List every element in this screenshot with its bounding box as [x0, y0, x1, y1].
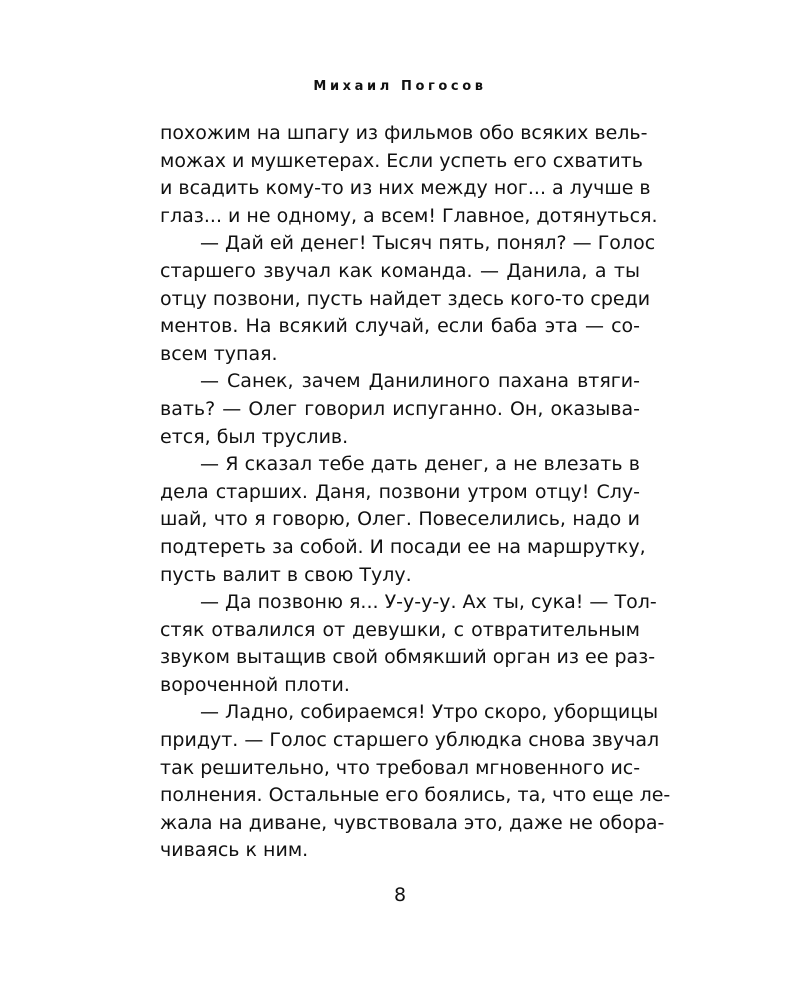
text-line: стяк отвалился от девушки, с отвратительным	[160, 618, 640, 641]
text-line: — Да позвоню я... У-у-у-у. Ах ты, сука! — Тол-	[200, 591, 657, 614]
text-line: звуком вытащив свой обмякший орган из ее раз-	[160, 646, 656, 669]
page-number: 8	[393, 884, 407, 906]
text-line: ется, был труслив.	[160, 425, 349, 448]
text-line: — Ладно, собираемся! Утро скоро, уборщицы	[200, 701, 659, 724]
text-line: подтереть за собой. И посади ее на маршрутку,	[160, 535, 646, 558]
text-line: и всадить кому-то из них между ног... а лучше в	[160, 177, 651, 200]
text-line: чиваясь к ним.	[160, 839, 309, 862]
text-line: — Санек, зачем Данилиного пахана втяги-	[200, 370, 640, 393]
body-text	[160, 120, 671, 865]
text-line: глаз... и не одному, а всем! Главное, дотянуться.	[160, 204, 658, 227]
text-line: ментов. На всякий случай, если баба эта — со-	[160, 315, 640, 338]
text-line: жала на диване, чувствовала это, даже не обора-	[160, 811, 665, 834]
text-line: — Дай ей денег! Тысяч пять, понял? — Голос	[200, 232, 656, 255]
text-line: можах и мушкетерах. Если успеть его схватить	[160, 149, 643, 172]
text-line: вороченной плоти.	[160, 673, 350, 696]
text-line: отцу позвони, пусть найдет здесь кого-то среди	[160, 287, 651, 310]
text-line: придут. — Голос старшего ублюдка снова звучал	[160, 729, 660, 752]
text-line: дела старших. Даня, позвони утром отцу! Слу-	[160, 480, 640, 503]
text-line: старшего звучал как команда. — Данила, а ты	[160, 259, 640, 282]
text-line: полнения. Остальные его боялись, та, что еще ле-	[160, 784, 671, 807]
running-head-author: Михаил Погосов	[313, 79, 487, 94]
text-line: пусть валит в свою Тулу.	[160, 563, 412, 586]
text-line: вать? — Олег говорил испуганно. Он, оказыва-	[160, 397, 640, 420]
text-line: шай, что я говорю, Олег. Повеселились, надо и	[160, 508, 640, 531]
text-line: похожим на шпагу из фильмов обо всяких вель-	[160, 122, 648, 144]
text-line: так решительно, что требовал мгновенного ис-	[160, 756, 641, 779]
text-line: всем тупая.	[160, 342, 278, 365]
text-line: — Я сказал тебе дать денег, а не влезать в	[200, 453, 640, 476]
